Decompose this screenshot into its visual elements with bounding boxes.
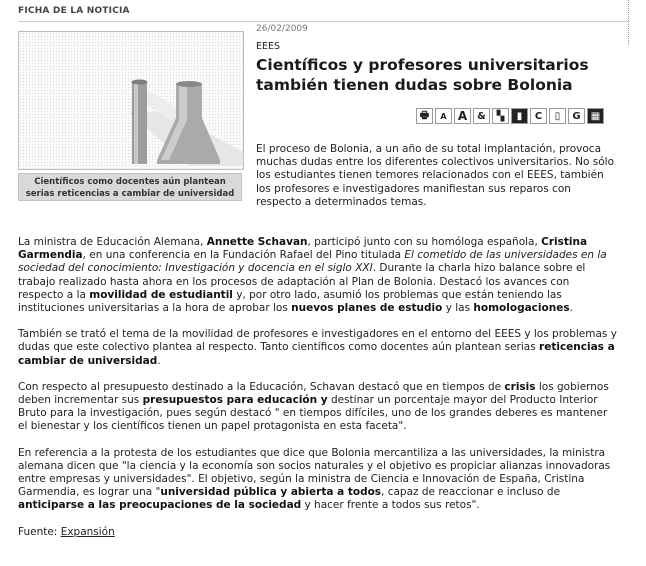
article-photo	[18, 31, 244, 170]
text: Con respecto al presupuesto destinado a la Educación, Schavan destacó que en tiempos de	[18, 380, 505, 393]
text: y, por otro lado, asumió los problemas que están teniendo las instituciones universitarias a la hora de aprobar los	[18, 288, 562, 315]
text: . Durante la charla hizo balance sobre el trabajo realizado hasta ahora en los procesos de adaptación al Plan de Bolonia. Destacó los avances con respecto a la	[18, 262, 586, 301]
article-section: EEES	[256, 41, 281, 52]
google-icon[interactable]: G	[568, 108, 585, 124]
source-link[interactable]: Expansión	[60, 525, 115, 538]
highlight: presupuestos para educación y	[142, 394, 328, 407]
text: , capaz de reaccionar e incluso de	[381, 486, 561, 499]
paragraph-3	[18, 381, 618, 434]
article-source	[18, 526, 618, 539]
highlight: anticiparse a las preocupaciones de la sociedad	[18, 499, 302, 512]
print-icon[interactable]: 🖶	[416, 108, 433, 124]
photo-caption: Científicos como docentes aún plantean serias reticencias a cambiar de universidad	[18, 173, 242, 201]
bookmark-icon[interactable]: ▯	[549, 108, 566, 124]
font-increase-icon[interactable]: A	[454, 108, 471, 124]
highlight: nuevos planes de estudio	[291, 302, 443, 315]
source-label: Fuente:	[18, 525, 61, 538]
highlight: homologaciones	[473, 302, 570, 315]
highlight: universidad pública y abierta a todos	[160, 486, 382, 499]
comment-icon[interactable]: ▮	[511, 108, 528, 124]
text: , participó junto con su homóloga española,	[307, 236, 542, 248]
text: los gobiernos deben incrementar sus	[18, 380, 609, 407]
text: destinar un porcentaje mayor del Producto Interior Bruto para la investigación, pues según destacó " en tiempos difíciles, uno de los grandes deberes es mantener el bienestar y los científicos tienen un papel protagonista en esta faceta".	[18, 394, 608, 433]
font-decrease-icon[interactable]: A	[435, 108, 452, 124]
lab-flasks-image	[19, 32, 243, 169]
share-icon[interactable]: &	[473, 108, 490, 124]
article-lead: El proceso de Bolonia, a un año de su total implantación, provoca muchas dudas entre los diferentes colectivos universitarios. No sólo los estudiantes tienen temores relacionados con el EEES, también los profesores e investigadores manifiestan sus reparos con respecto a determinados temas.	[256, 143, 615, 208]
text: También se trató el tema de la movilidad de profesores e investigadores en el entorno del EEES y los problemas y dudas que este colectivo plantea al respecto. Tanto científicos como docentes aún plantean serias	[18, 328, 617, 354]
article-date: 26/02/2009	[256, 24, 308, 34]
paragraph-2	[18, 328, 618, 368]
section-header: FICHA DE LA NOTICIA	[18, 6, 130, 16]
text: En referencia a la protesta de los estudiantes que dice que Bolonia mercantiliza a las universidades, la ministra alemana dicen que "la ciencia y la economía son socios naturales y el objetivo es propiciar alianzas innovadoras entre empresas y universidades". El objetivo, según la ministra de Ciencia e Innovación de España, Cristina Garmendia, es lograr una "	[18, 446, 611, 499]
text: .	[157, 354, 161, 367]
article-title: Científicos y profesores universitarios también tienen dudas sobre Bolonia	[256, 56, 589, 94]
person-name: Cristina Garmendia	[18, 236, 588, 262]
rss-icon[interactable]: ▦	[587, 108, 604, 124]
highlight: reticencias a cambiar de universidad	[18, 341, 615, 367]
text: .	[569, 302, 573, 315]
paragraph-1	[18, 236, 618, 315]
header-divider	[18, 21, 628, 22]
text: La ministra de Educación Alemana,	[18, 236, 207, 248]
paragraph-4	[18, 447, 618, 513]
article-toolbar	[416, 108, 604, 124]
article-body	[18, 236, 618, 552]
text: y hacer frente a todos sus retos".	[301, 499, 480, 512]
highlight: movilidad de estudiantil	[89, 288, 233, 301]
person-name: Annette Schavan	[206, 236, 308, 248]
text: y las	[442, 302, 474, 315]
text: , en una conferencia en la Fundación Rafael del Pino titulada	[82, 249, 405, 262]
column-divider	[628, 0, 629, 45]
conference-title: El cometido de las universidades en la sociedad del conocimiento: Investigación y docencia en el siglo XXI	[18, 249, 607, 275]
contrast-icon[interactable]: ▚	[492, 108, 509, 124]
email-icon[interactable]: C	[530, 108, 547, 124]
highlight: crisis	[504, 380, 536, 393]
